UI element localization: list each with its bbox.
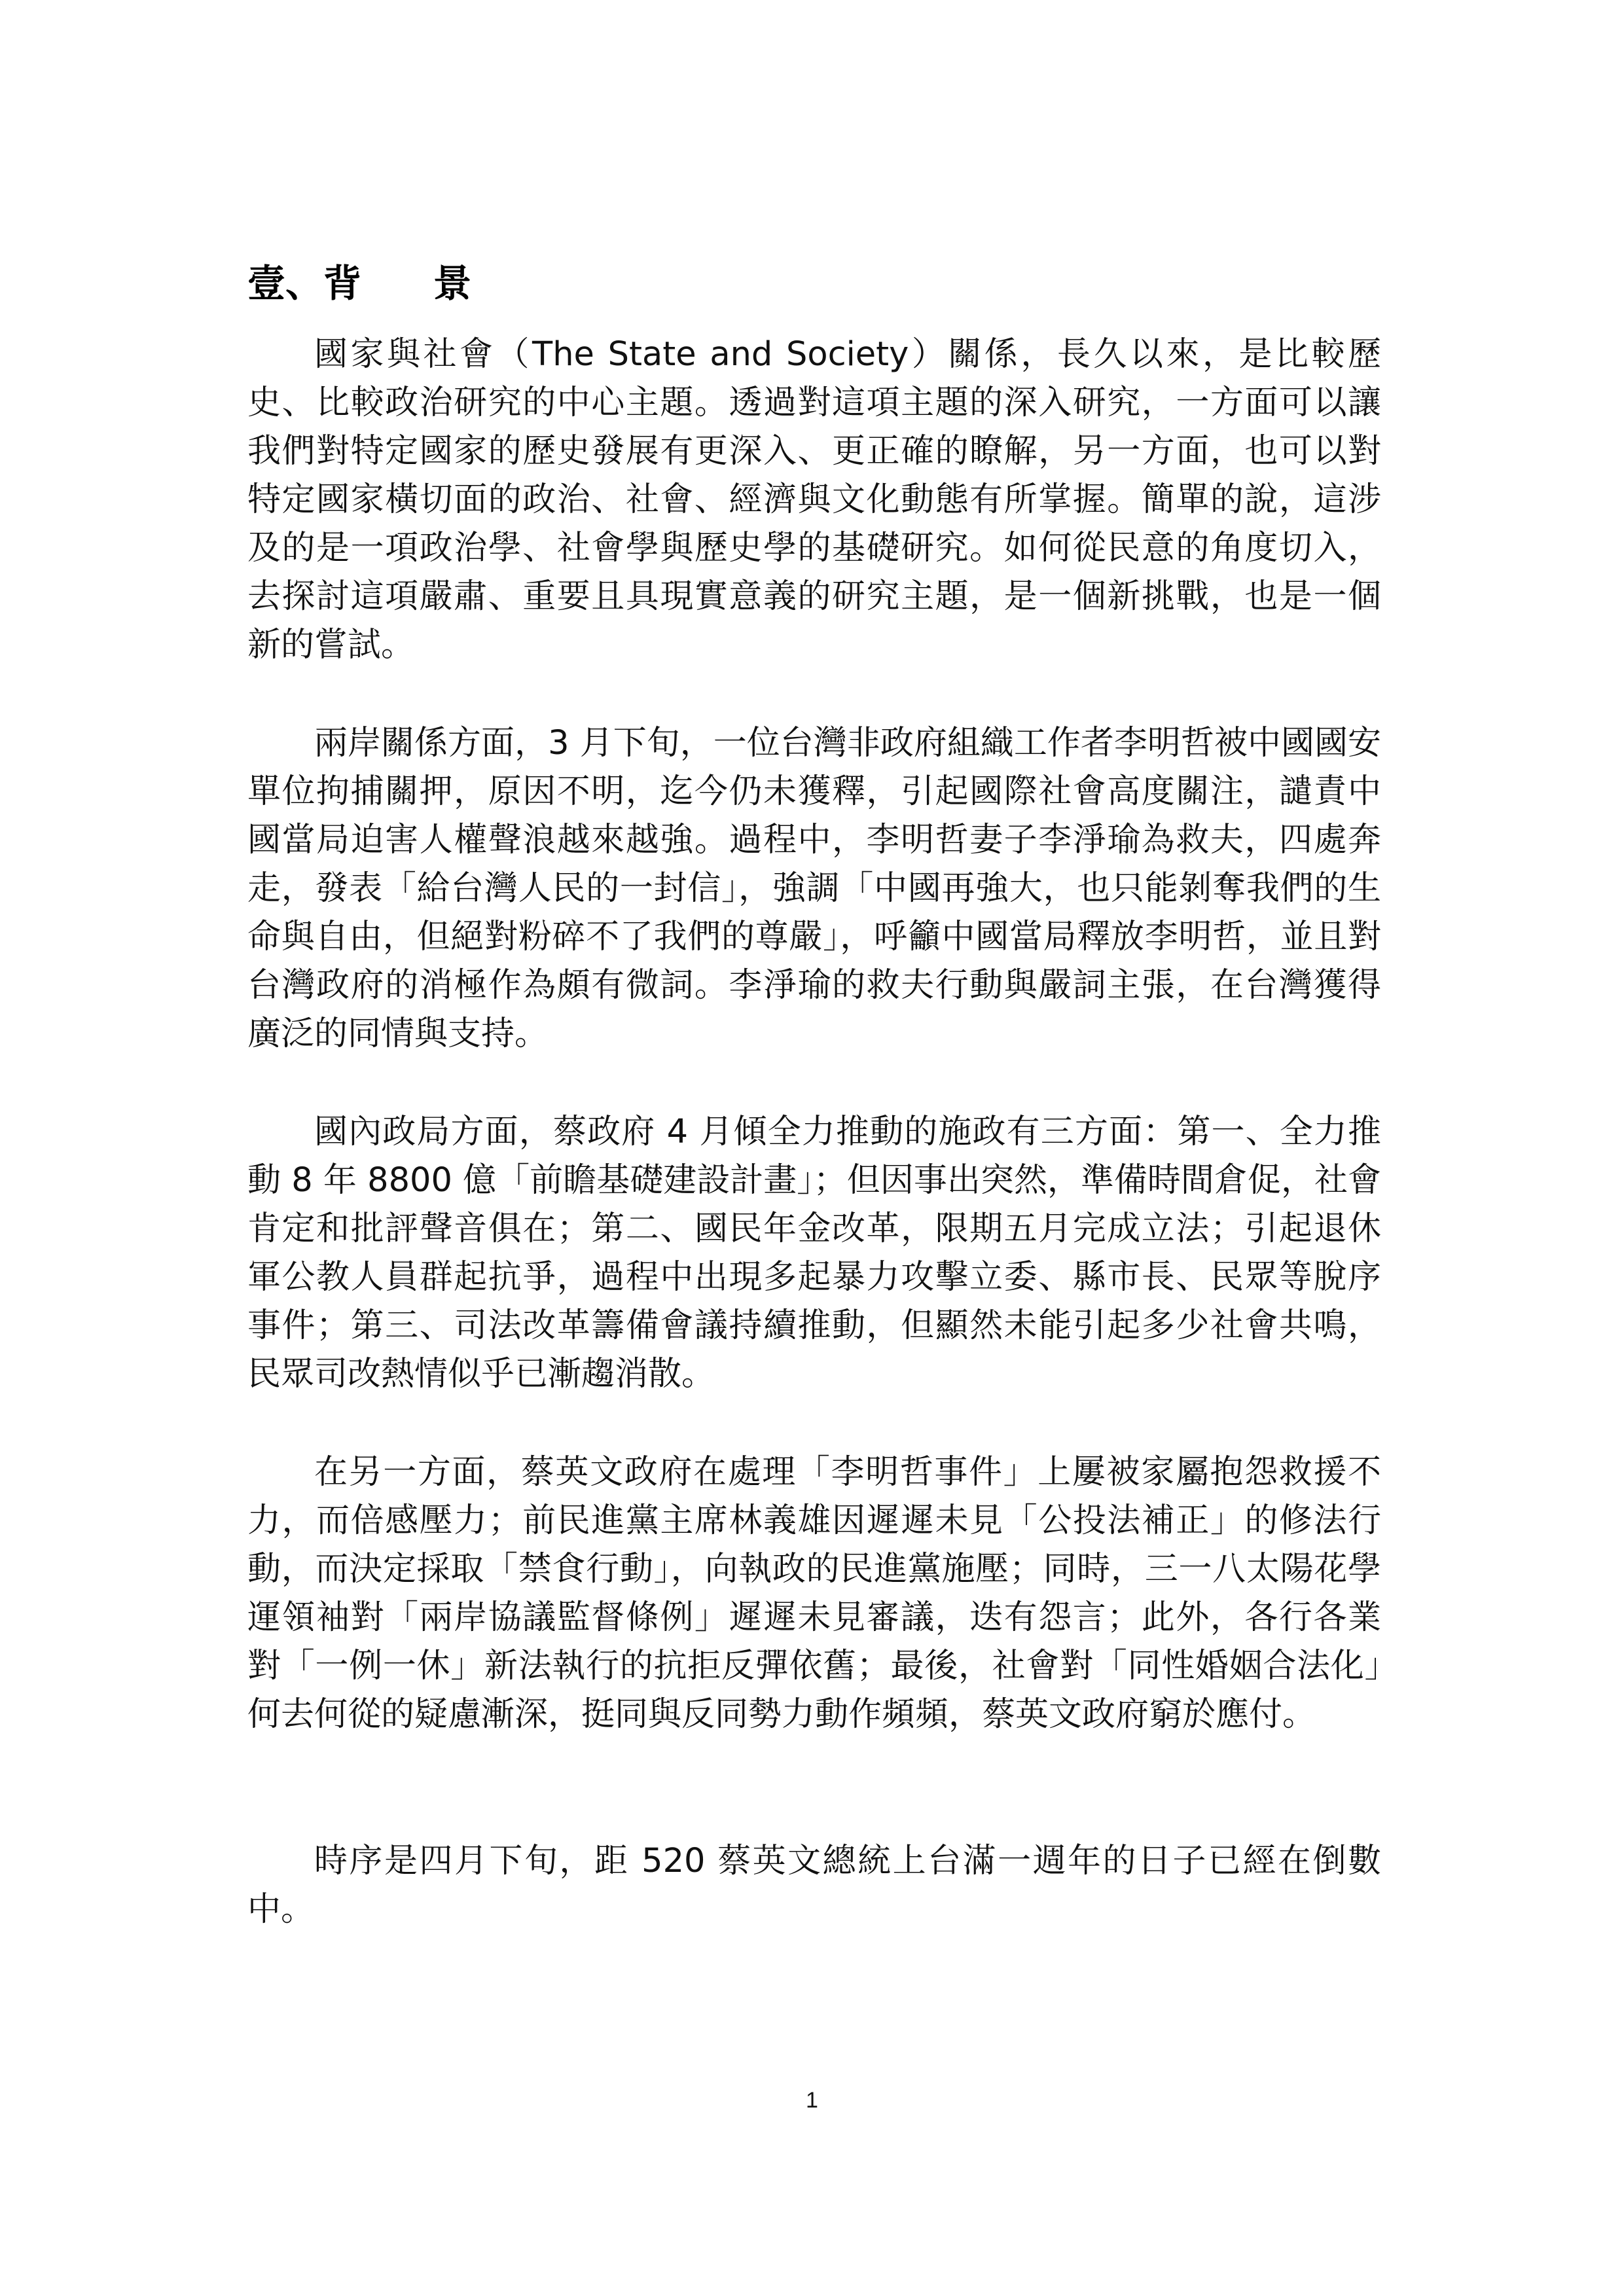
paragraph-5: 時序是四月下旬，距 520 蔡英文總統上台滿一週年的日子已經在倒數中。 xyxy=(247,1842,1381,1929)
heading-word-2: 景 xyxy=(433,261,472,306)
paragraph-3: 國內政局方面，蔡政府 4 月傾全力推動的施政有三方面：第一、全力推動 8 年 8800 億「前瞻基礎建設計畫」；但因事出突然，準備時間倉促，社會肯定和批評聲音俱在；第二、國民年金改革，限期五月完成立法；引起退休軍公教人員群起抗爭，過程中出現多起暴力攻擊立委、縣市長、民眾等脫序事件；第三、司法改革籌備會議持續推動，但顯然未能引起多少社會共鳴，民眾司改熱情似乎已漸趨消散。 xyxy=(247,1113,1381,1393)
heading-word-1: 背 xyxy=(323,261,362,306)
paragraph-4: 在另一方面，蔡英文政府在處理「李明哲事件」上屢被家屬抱怨救援不力，而倍感壓力；前民進黨主席林義雄因遲遲未見「公投法補正」的修法行動，而決定採取「禁食行動」，向執政的民進黨施壓；同時，三一八太陽花學運領袖對「兩岸協議監督條例」遲遲未見審議，迭有怨言；此外，各行各業對「一例一休」新法執行的抗拒反彈依舊；最後，社會對「同性婚姻合法化」何去何從的疑慮漸深，挺同與反同勢力動作頻頻，蔡英文政府窮於應付。 xyxy=(247,1453,1381,1734)
body-text xyxy=(247,331,1381,1984)
paragraph-1: 國家與社會（The State and Society）關係，長久以來，是比較歷史、比較政治研究的中心主題。透過對這項主題的深入研究，一方面可以讓我們對特定國家的歷史發展有更深入、更正確的瞭解，另一方面，也可以對特定國家橫切面的政治、社會、經濟與文化動態有所掌握。簡單的說，這涉及的是一項政治學、社會學與歷史學的基礎研究。如何從民意的角度切入，去探討這項嚴肅、重要且具現實意義的研究主題，是一個新挑戰，也是一個新的嘗試。 xyxy=(247,335,1381,664)
heading-number: 壹、 xyxy=(247,261,324,306)
section-heading xyxy=(247,247,471,313)
paragraph-2: 兩岸關係方面，3 月下旬，一位台灣非政府組織工作者李明哲被中國國安單位拘捕關押，原因不明，迄今仍未獲釋，引起國際社會高度關注，譴責中國當局迫害人權聲浪越來越強。過程中，李明哲妻子李淨瑜為救夫，四處奔走，發表「給台灣人民的一封信」，強調「中國再強大，也只能剝奪我們的生命與自由，但絕對粉碎不了我們的尊嚴」，呼籲中國當局釋放李明哲，並且對台灣政府的消極作為頗有微詞。李淨瑜的救夫行動與嚴詞主張，在台灣獲得廣泛的同情與支持。 xyxy=(247,724,1381,1053)
page-number: 1 xyxy=(806,2088,818,2113)
